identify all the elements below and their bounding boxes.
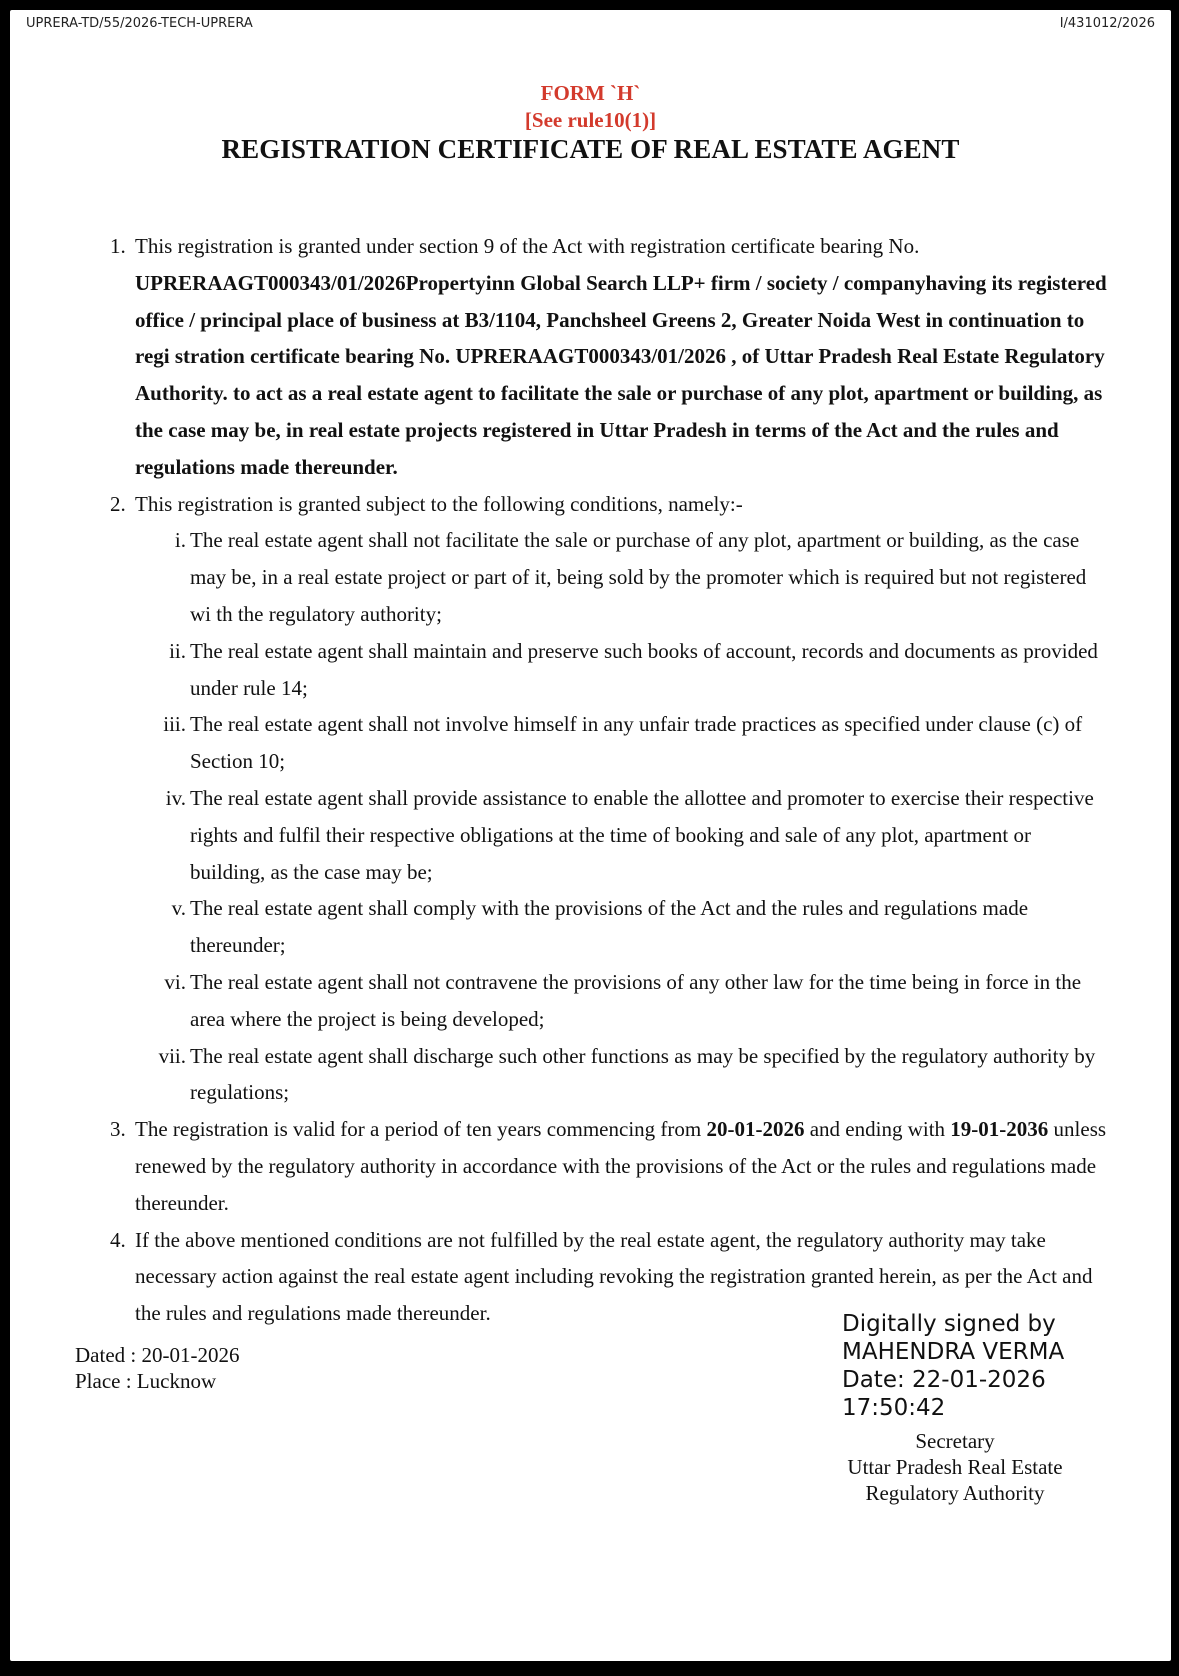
- dated: Dated : 20-01-2026: [75, 1343, 240, 1367]
- signature-date: Date: 22-01-2026: [842, 1367, 1046, 1393]
- authority-name: Uttar Pradesh Real Estate: [847, 1455, 1063, 1479]
- clause-text: If the above mentioned conditions are not fulfilled by the real estate agent, the regulatory authority may take necessary action against the real estate agent including revoking the registration granted herein, as per the Act and the rules and regulations made thereunder.: [135, 1227, 1093, 1326]
- rule-reference: [See rule10(1)]: [524, 108, 657, 132]
- condition-item: [10, 890, 1171, 964]
- clause-1: [10, 228, 1171, 486]
- condition-number: v.: [171, 896, 186, 921]
- condition-text: The real estate agent shall not facilitate the sale or purchase of any plot, apartment or building, as the case may be, in a real estate project or part of it, being sold by the promoter which is required but not registered wi th the regulatory authority;: [190, 528, 1087, 626]
- authority-name: Regulatory Authority: [865, 1481, 1045, 1505]
- form-label: FORM `H`: [540, 81, 641, 105]
- clause-number: 1.: [110, 234, 126, 258]
- document-page: [10, 10, 1171, 1661]
- clause-text: and ending with: [809, 1117, 946, 1142]
- condition-item: [10, 964, 1171, 1038]
- clause-number: 2.: [110, 491, 126, 516]
- clause-text: This registration is granted under section 9 of the Act with registration certificate bearing No.: [135, 234, 920, 258]
- validity-end-date: 19-01-2036: [950, 1117, 1049, 1142]
- signature-time: 17:50:42: [842, 1395, 946, 1421]
- clause-number: 3.: [110, 1117, 126, 1142]
- certificate-body: [10, 228, 1171, 1332]
- designation: Secretary: [915, 1429, 995, 1453]
- clause-number: 4.: [110, 1227, 126, 1252]
- signature-line: Digitally signed by: [842, 1311, 1056, 1337]
- condition-item: [10, 633, 1171, 707]
- condition-text: The real estate agent shall discharge such other functions as may be specified by the regulatory authority by regulations;: [190, 1043, 1096, 1105]
- condition-item: [10, 780, 1171, 890]
- condition-number: vii.: [158, 1043, 186, 1068]
- condition-text: The real estate agent shall provide assistance to enable the allottee and promoter to exercise their respective rights and fulfil their respective obligations at the time of booking and sale of any plot, apartment or building, as the case may be;: [190, 785, 1094, 884]
- clause-text: unless renewed by the regulatory authority in accordance with the provisions of the Act or the rules and regulations made thereunder.: [135, 1117, 1107, 1215]
- reference-number: UPRERA-TD/55/2026-TECH-UPRERA: [26, 16, 253, 31]
- certificate-title: REGISTRATION CERTIFICATE OF REAL ESTATE AGENT: [221, 134, 960, 164]
- condition-number: ii.: [169, 638, 186, 663]
- condition-number: iii.: [163, 712, 186, 737]
- registration-details: UPRERAAGT000343/01/2026Propertyinn Global Search LLP+ firm / society / companyhaving its registered office / principal place of business at B3/1104, Panchsheel Greens 2, Greater Noida West in continuation to regi stration certificate bearing No. UPRERAAGT000343/01/2026 , of Uttar Pradesh Real Estate Regulatory Authority. to act as a real estate agent to facilitate the sale or purchase of any plot, apartment or building, as the case may be, in real estate projects registered in Uttar Pradesh in terms of the Act and the rules and regulations made thereunder.: [135, 270, 1107, 479]
- condition-text: The real estate agent shall not contravene the provisions of any other law for the time being in force in the area where the project is being developed;: [190, 969, 1082, 1031]
- condition-text: The real estate agent shall maintain and preserve such books of account, records and documents as provided under rule 14;: [190, 638, 1098, 700]
- clause-text: The registration is valid for a period of ten years commencing from: [135, 1117, 702, 1142]
- condition-number: iv.: [165, 785, 186, 810]
- date-place-block: [75, 1342, 239, 1394]
- place: Place : Lucknow: [75, 1369, 217, 1393]
- clause-3: [10, 1111, 1171, 1221]
- diary-number: I/431012/2026: [1059, 16, 1155, 31]
- signatory-designation: [825, 1428, 1085, 1506]
- condition-number: i.: [174, 528, 186, 553]
- validity-start-date: 20-01-2026: [706, 1117, 805, 1142]
- digital-signature: [842, 1310, 1064, 1422]
- condition-item: [10, 706, 1171, 780]
- form-heading: [10, 80, 1171, 134]
- condition-text: The real estate agent shall not involve himself in any unfair trade practices as specified under clause (c) of Section 10;: [190, 712, 1083, 774]
- condition-item: [10, 522, 1171, 632]
- signer-name: MAHENDRA VERMA: [842, 1339, 1065, 1365]
- clause-2: [10, 486, 1171, 523]
- clause-text: This registration is granted subject to the following conditions, namely:-: [135, 491, 743, 516]
- condition-item: [10, 1038, 1171, 1112]
- condition-text: The real estate agent shall comply with the provisions of the Act and the rules and regulations made thereunder;: [190, 896, 1029, 958]
- condition-number: vi.: [164, 969, 186, 994]
